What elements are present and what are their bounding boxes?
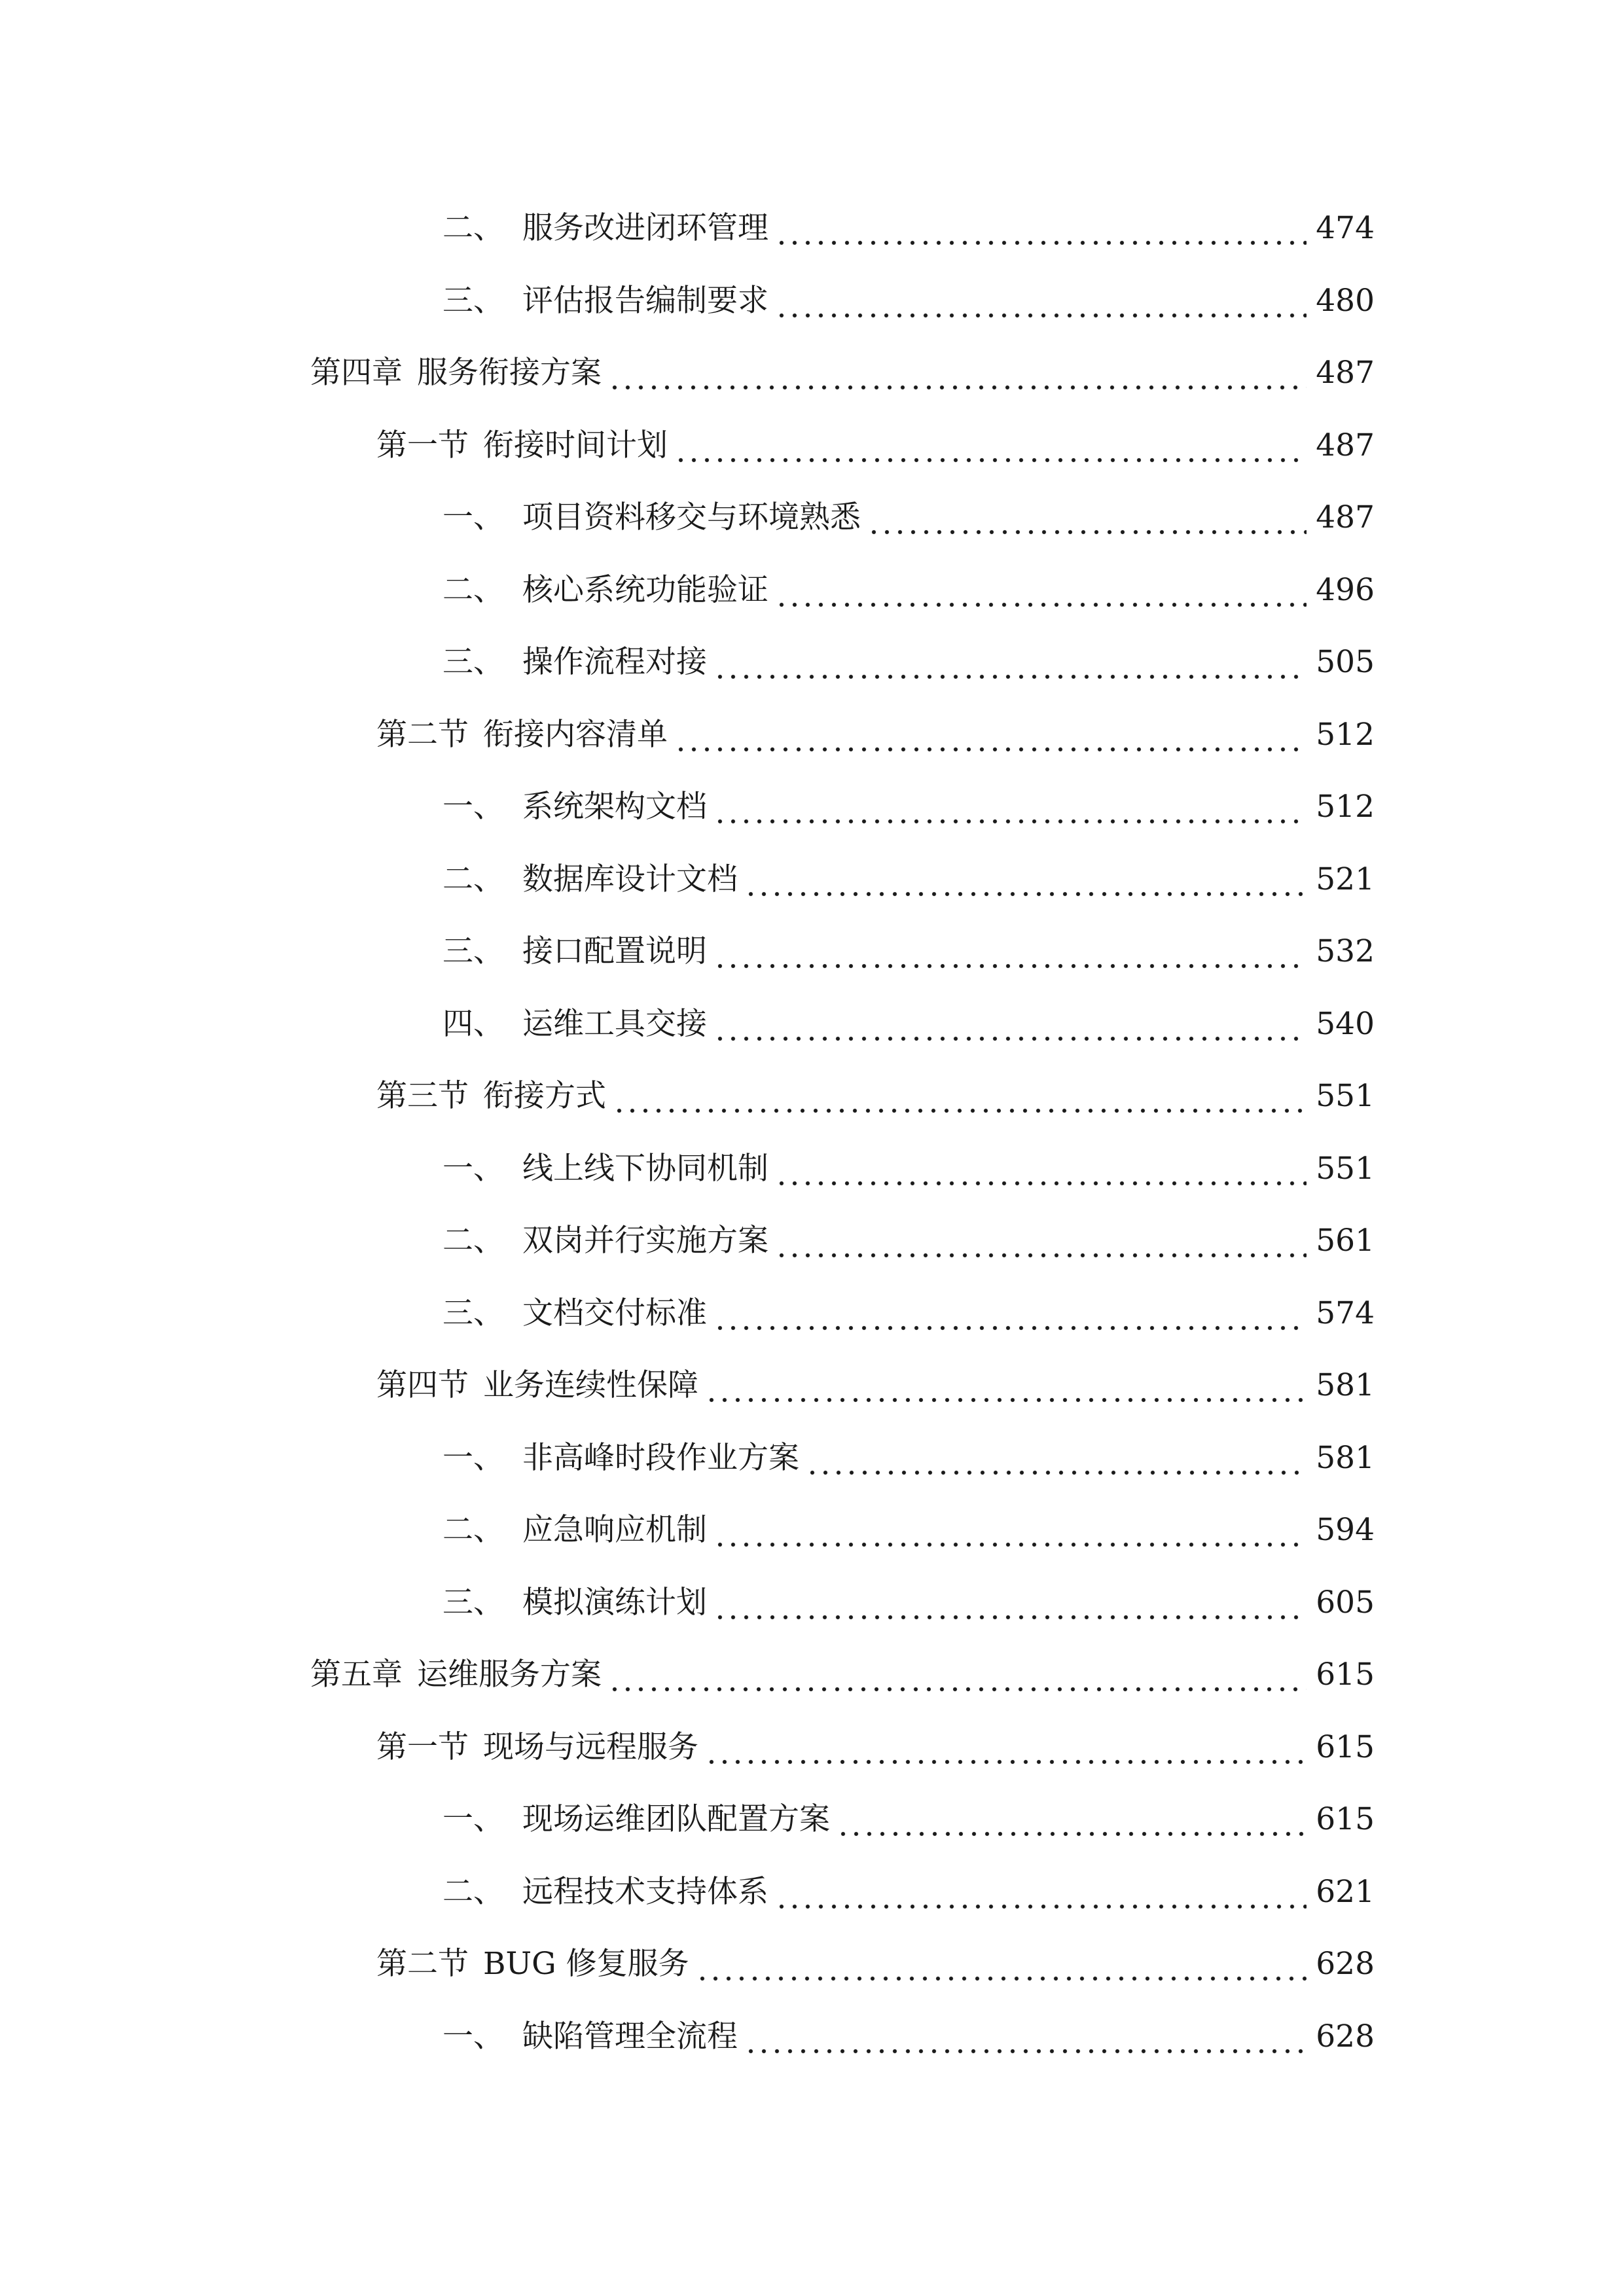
toc-entry-number: 三、: [442, 933, 504, 969]
toc-entry-title: 非高峰时段作业方案: [522, 1440, 799, 1476]
dot-leader: [837, 1797, 1307, 1842]
toc-entry-page: 594: [1316, 1512, 1375, 1548]
dot-leader: [608, 1652, 1307, 1698]
toc-entry-title: 模拟演练计划: [522, 1585, 707, 1621]
dot-leader: [705, 1725, 1307, 1770]
toc-entry-number: 一、: [442, 1151, 504, 1187]
dot-leader: [713, 1291, 1307, 1336]
toc-entry[interactable]: [442, 857, 1375, 903]
dot-leader: [608, 350, 1307, 396]
toc-entry-page: 581: [1316, 1367, 1375, 1403]
toc-entry-number: 二、: [442, 1874, 504, 1910]
toc-entry-page: 551: [1316, 1078, 1375, 1114]
toc-entry-title: 缺陷管理全流程: [522, 2018, 738, 2054]
toc-entry-number: 第五章: [310, 1657, 403, 1693]
toc-entry-title: 服务改进闭环管理: [522, 210, 768, 246]
toc-entry-number: 二、: [442, 210, 504, 246]
toc-entry[interactable]: [310, 1652, 1375, 1698]
dot-leader: [705, 1363, 1307, 1408]
toc-entry-number: 一、: [442, 1440, 504, 1476]
dot-leader: [713, 784, 1307, 830]
toc-entry-page: 561: [1316, 1223, 1375, 1259]
dot-leader: [674, 423, 1307, 469]
toc-entry[interactable]: [442, 929, 1375, 975]
toc-entry[interactable]: [442, 1146, 1375, 1192]
toc-entry-page: 615: [1316, 1657, 1375, 1693]
toc-entry-number: 第三节: [376, 1078, 469, 1114]
toc-entry-title: 双岗并行实施方案: [522, 1223, 768, 1259]
toc-entry-number: 三、: [442, 1585, 504, 1621]
toc-entry-number: 二、: [442, 572, 504, 608]
toc-entry-number: 第四章: [310, 355, 403, 391]
toc-entry-page: 487: [1316, 499, 1375, 535]
toc-entry[interactable]: [376, 1941, 1375, 1987]
dot-leader: [775, 1869, 1307, 1915]
toc-entry[interactable]: [376, 1073, 1375, 1119]
toc-entry-number: 一、: [442, 2018, 504, 2054]
toc-entry-title: 系统架构文档: [522, 789, 707, 825]
toc-entry[interactable]: [376, 1725, 1375, 1770]
toc-entry-title: 数据库设计文档: [522, 861, 738, 897]
toc-entry[interactable]: [442, 2014, 1375, 2060]
toc-entry-page: 581: [1316, 1440, 1375, 1476]
toc-entry-page: 505: [1316, 644, 1375, 680]
toc-entry-page: 496: [1316, 572, 1375, 608]
toc-entry[interactable]: [442, 784, 1375, 830]
toc-entry[interactable]: [376, 712, 1375, 758]
toc-entry-title: 核心系统功能验证: [522, 572, 768, 608]
dot-leader: [713, 639, 1307, 685]
toc-entry-title: 服务衔接方案: [417, 355, 602, 391]
toc-entry-number: 第一节: [376, 427, 469, 463]
dot-leader: [775, 1146, 1307, 1192]
toc-entry-page: 512: [1316, 717, 1375, 753]
toc-entry-title: 操作流程对接: [522, 644, 707, 680]
toc-entry-number: 一、: [442, 789, 504, 825]
toc-entry-page: 551: [1316, 1151, 1375, 1187]
toc-entry[interactable]: [442, 1435, 1375, 1481]
toc-entry-title: 线上线下协同机制: [522, 1151, 768, 1187]
toc-entry-title: 项目资料移交与环境熟悉: [522, 499, 861, 535]
toc-entry[interactable]: [442, 1001, 1375, 1047]
toc-entry-number: 二、: [442, 861, 504, 897]
toc-entry-title: 衔接时间计划: [483, 427, 668, 463]
dot-leader: [713, 1507, 1307, 1553]
toc-entry-page: 574: [1316, 1295, 1375, 1331]
toc-entry-number: 三、: [442, 1295, 504, 1331]
toc-entry[interactable]: [442, 1869, 1375, 1915]
toc-entry-title: 文档交付标准: [522, 1295, 707, 1331]
toc-entry-number: 一、: [442, 499, 504, 535]
dot-leader: [867, 495, 1307, 541]
toc-entry-number: 三、: [442, 644, 504, 680]
toc-entry[interactable]: [442, 1218, 1375, 1264]
dot-leader: [775, 1218, 1307, 1264]
toc-entry-title: 现场运维团队配置方案: [522, 1801, 830, 1837]
toc-entry[interactable]: [442, 278, 1375, 324]
toc-entry-number: 三、: [442, 283, 504, 319]
toc-entry-title: 应急响应机制: [522, 1512, 707, 1548]
toc-entry[interactable]: [442, 1291, 1375, 1336]
toc-entry[interactable]: [376, 423, 1375, 469]
toc-entry-number: 二、: [442, 1223, 504, 1259]
toc-entry[interactable]: [442, 1580, 1375, 1626]
toc-entry-page: 487: [1316, 355, 1375, 391]
toc-entry[interactable]: [310, 350, 1375, 396]
toc-entry-number: 二、: [442, 1512, 504, 1548]
toc-entry-page: 474: [1316, 210, 1375, 246]
toc-entry[interactable]: [442, 495, 1375, 541]
toc-entry-title: 运维工具交接: [522, 1006, 707, 1042]
toc-entry-page: 605: [1316, 1585, 1375, 1621]
toc-entry-number: 一、: [442, 1801, 504, 1837]
dot-leader: [775, 278, 1307, 324]
toc-entry[interactable]: [442, 639, 1375, 685]
toc-entry[interactable]: [376, 1363, 1375, 1408]
toc-entry-title: 现场与远程服务: [483, 1729, 698, 1765]
toc-entry[interactable]: [442, 206, 1375, 251]
toc-entry-page: 480: [1316, 283, 1375, 319]
toc-entry-page: 521: [1316, 861, 1375, 897]
dot-leader: [744, 857, 1307, 903]
dot-leader: [775, 206, 1307, 251]
toc-entry-number: 四、: [442, 1006, 504, 1042]
dot-leader: [613, 1073, 1307, 1119]
dot-leader: [674, 712, 1307, 758]
toc-entry[interactable]: [442, 567, 1375, 613]
dot-leader: [744, 2014, 1307, 2060]
toc-entry-number: 第二节: [376, 1946, 469, 1982]
toc-entry-page: 532: [1316, 933, 1375, 969]
toc-entry-title: BUG 修复服务: [483, 1946, 689, 1982]
toc-entry-title: 接口配置说明: [522, 933, 707, 969]
toc-entry-title: 衔接方式: [483, 1078, 606, 1114]
toc-entry-page: 621: [1316, 1874, 1375, 1910]
dot-leader: [713, 1001, 1307, 1047]
toc-entry-page: 628: [1316, 1946, 1375, 1982]
toc-entry-title: 远程技术支持体系: [522, 1874, 768, 1910]
toc-entry[interactable]: [442, 1797, 1375, 1842]
toc-entry-page: 615: [1316, 1729, 1375, 1765]
toc-entry-title: 业务连续性保障: [483, 1367, 698, 1403]
dot-leader: [696, 1941, 1307, 1987]
dot-leader: [713, 1580, 1307, 1626]
dot-leader: [713, 929, 1307, 975]
toc-entry-number: 第四节: [376, 1367, 469, 1403]
toc-entry[interactable]: [442, 1507, 1375, 1553]
toc-entry-number: 第一节: [376, 1729, 469, 1765]
toc-entry-title: 评估报告编制要求: [522, 283, 768, 319]
toc-entry-page: 628: [1316, 2018, 1375, 2054]
toc-entry-number: 第二节: [376, 717, 469, 753]
toc-entry-title: 运维服务方案: [417, 1657, 602, 1693]
dot-leader: [775, 567, 1307, 613]
toc-entry-page: 512: [1316, 789, 1375, 825]
dot-leader: [806, 1435, 1307, 1481]
toc-entry-page: 615: [1316, 1801, 1375, 1837]
toc-entry-title: 衔接内容清单: [483, 717, 668, 753]
toc-entry-page: 487: [1316, 427, 1375, 463]
toc-entry-page: 540: [1316, 1006, 1375, 1042]
